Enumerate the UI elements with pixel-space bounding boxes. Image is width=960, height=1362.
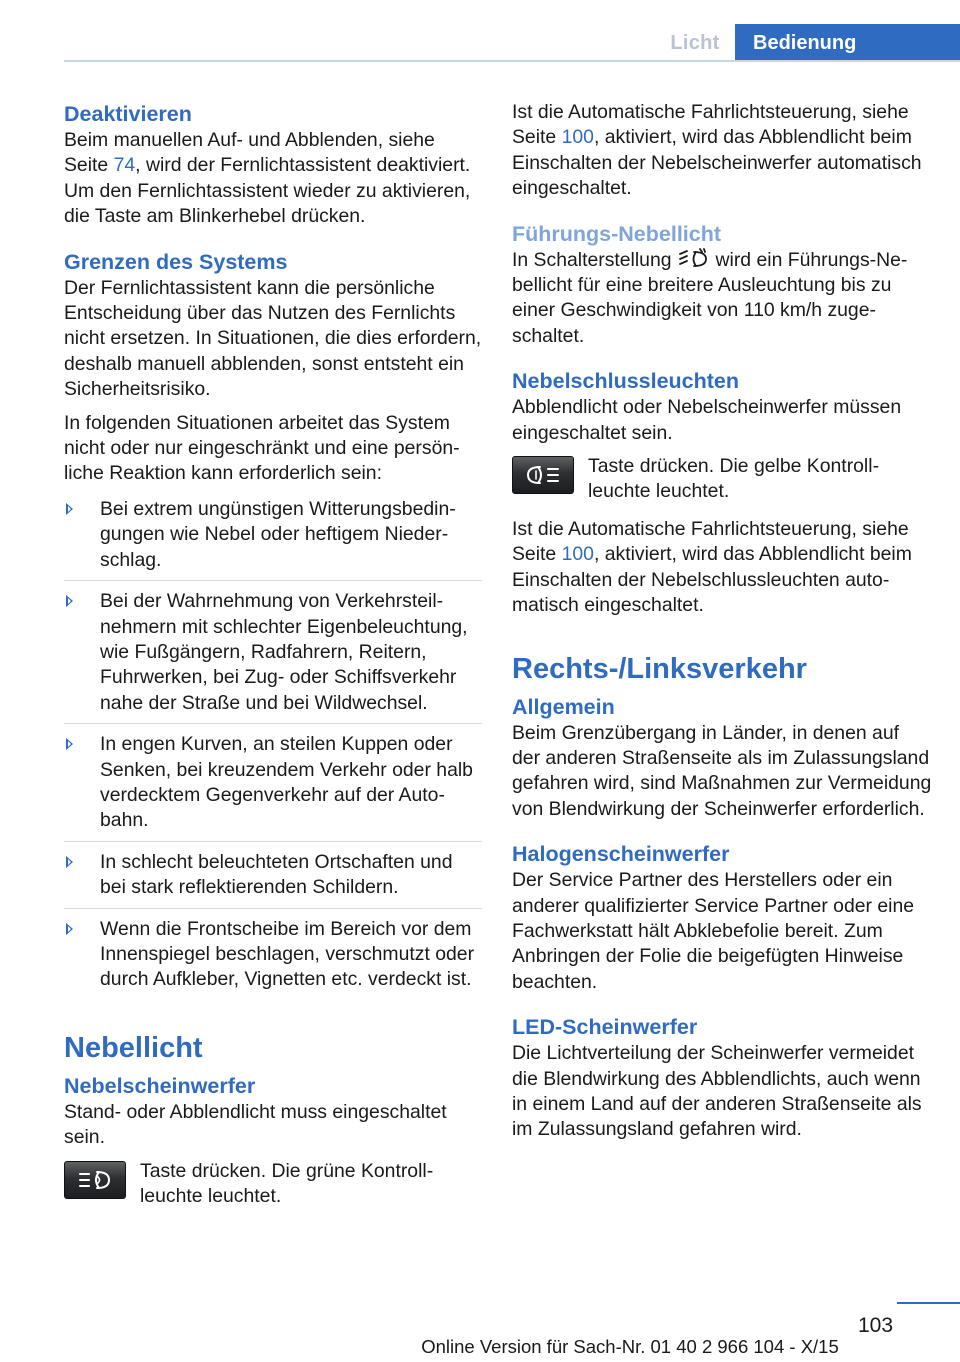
footer-online-version: Online Version für Sach-Nr. 01 40 2 966 104 - X/15 xyxy=(421,1336,839,1357)
rear-fog-button-text: Taste drücken. Die gelbe Kontrollleuchte leuchtet. xyxy=(588,455,880,503)
section-title-nebelschlussleuchten: Nebelschlussleuchten xyxy=(512,369,740,394)
section-title-deaktivieren: Deaktivieren xyxy=(64,102,192,126)
section-title-fuehrungs-nebellicht: Führungs-Nebellicht xyxy=(512,221,722,246)
paragraph-led-scheinwerfer: Die Lichtverteilung der Scheinwerfer vermeidet die Blendwirkung des Abblendlichts, auch wenn in einem Land auf der anderen Straßenseite als im Zulassungsland gefahren wird. xyxy=(512,1042,922,1141)
section-title-nebelscheinwerfer: Nebelscheinwerfer xyxy=(64,1073,256,1098)
left-column xyxy=(64,100,482,1221)
paragraph-nebelscheinwerfer: Stand- oder Abblendlicht muss eingeschaltet sein. xyxy=(64,1100,447,1149)
paragraph-fuehrungs-nebellicht: In Schalterstellung wird ein Führungs-Nebellicht für eine breitere Ausleuchtung bis zu einer Geschwindigkeit von 110 km/h zugeschaltet. xyxy=(512,248,908,347)
page-link-100b[interactable]: 100 xyxy=(561,543,594,566)
front-fog-light-icon xyxy=(78,1169,112,1191)
paragraph-auto-fahrlicht-1: Ist die Automatische Fahrlichtsteuerung, siehe Seite 100, aktiviert, wird das Abblendlicht beim Einschalten der Nebelscheinwerfer automatisch eingeschaltet. xyxy=(512,101,922,200)
section-title-halogenscheinwerfer: Halogenscheinwerfer xyxy=(512,842,730,867)
paragraph-halogenscheinwerfer: Der Service Partner des Herstellers oder ein anderer qualifizierter Service Partner oder eine Fachwerkstatt hält Abklebefolie bereit. Zum Anbringen der Folie die beigefügten Hinweise beachten. xyxy=(512,869,915,993)
chapter-heading-nebellicht: Nebellicht xyxy=(64,1031,203,1064)
section-title-grenzen: Grenzen des Systems xyxy=(64,249,288,274)
paragraph-auto-fahrlicht-2: Ist die Automatische Fahrlichtsteuerung, siehe Seite 100, aktiviert, wird das Abblendlicht beim Einschalten der Nebelschlussleuchten automatisch eingeschaltet. xyxy=(512,517,912,617)
rear-fog-light-icon xyxy=(526,464,560,486)
page-link-74[interactable]: 74 xyxy=(113,154,136,177)
header-tab-licht: Licht xyxy=(670,31,720,54)
section-title-led-scheinwerfer: LED-Scheinwerfer xyxy=(512,1015,698,1040)
chapter-heading-rechts-linksverkehr: Rechts-/Linksverkehr xyxy=(512,652,807,685)
front-fog-button-row xyxy=(64,1159,482,1210)
guide-fog-light-icon xyxy=(678,248,710,270)
bullet-triangle-icon xyxy=(66,856,73,868)
front-fog-button-text: Taste drücken. Die grüne Kontrollleuchte leuchtet. xyxy=(140,1159,434,1207)
header-divider xyxy=(64,60,960,62)
section-title-allgemein: Allgemein xyxy=(512,694,615,719)
front-fog-light-button xyxy=(64,1161,126,1199)
paragraph-nebelschlussleuchten: Abblendlicht oder Nebelscheinwerfer müssen eingeschaltet sein. xyxy=(512,396,902,444)
rear-fog-button-row xyxy=(512,454,932,505)
page-link-100[interactable]: 100 xyxy=(561,126,594,149)
list-item: Bei der Wahrnehmung von Verkehrsteilnehmern mit schlechter Eigenbeleuchtung, wie Fußgängern, Radfahrern, Reitern, Fuhrwerken, bei Zug- oder Schiffsverkehr nahe der Straße und bei Wildwechsel. xyxy=(64,587,482,724)
bullet-triangle-icon xyxy=(66,595,73,607)
header-tab-bedienung: Bedienung xyxy=(735,24,960,62)
paragraph-deaktivieren: Beim manuellen Auf- und Abblenden, siehe Seite 74, wird der Fernlichtassistent deaktiviert. Um den Fernlichtassistent wieder zu aktivieren, die Taste am Blinkerhebel drücken. xyxy=(64,129,471,228)
list-item: Bei extrem ungünstigen Witterungsbedingungen wie Nebel oder heftigem Niederschlag. xyxy=(64,495,482,581)
page-number: 103 xyxy=(858,1314,894,1337)
rear-fog-light-button xyxy=(512,456,574,494)
bullet-triangle-icon xyxy=(66,503,73,515)
bullet-triangle-icon xyxy=(66,738,73,750)
list-item: Wenn die Frontscheibe im Bereich vor dem Innenspiegel beschlagen, verschmutzt oder durch Aufkleber, Vignetten etc. verdeckt ist. xyxy=(64,915,482,1000)
footer-divider xyxy=(897,1302,960,1304)
bullet-list xyxy=(64,495,482,1000)
right-column xyxy=(512,100,932,1151)
bullet-triangle-icon xyxy=(66,923,73,935)
paragraph-grenzen-1: Der Fernlichtassistent kann die persönliche Entscheidung über das Nutzen des Fernlichts nicht ersetzen. In Situationen, die dies erfordern, deshalb manuell abblenden, sonst entsteht ein Sicherheitsrisiko. xyxy=(64,276,482,401)
list-item: In engen Kurven, an steilen Kuppen oder Senken, bei kreuzendem Verkehr oder halb verdecktem Gegenverkehr auf der Autobahn. xyxy=(64,730,482,842)
paragraph-grenzen-2: In folgenden Situationen arbeitet das System nicht oder nur eingeschränkt und eine persönliche Reaktion kann erforderlich sein: xyxy=(64,411,460,485)
list-item: In schlecht beleuchteten Ortschaften und bei stark reflektierenden Schildern. xyxy=(64,848,482,909)
paragraph-allgemein: Beim Grenzübergang in Länder, in denen auf der anderen Straßenseite als im Zulassungsland gefahren wird, sind Maßnahmen zur Vermeidung von Blendwirkung der Scheinwerfer erforderlich. xyxy=(512,721,932,820)
